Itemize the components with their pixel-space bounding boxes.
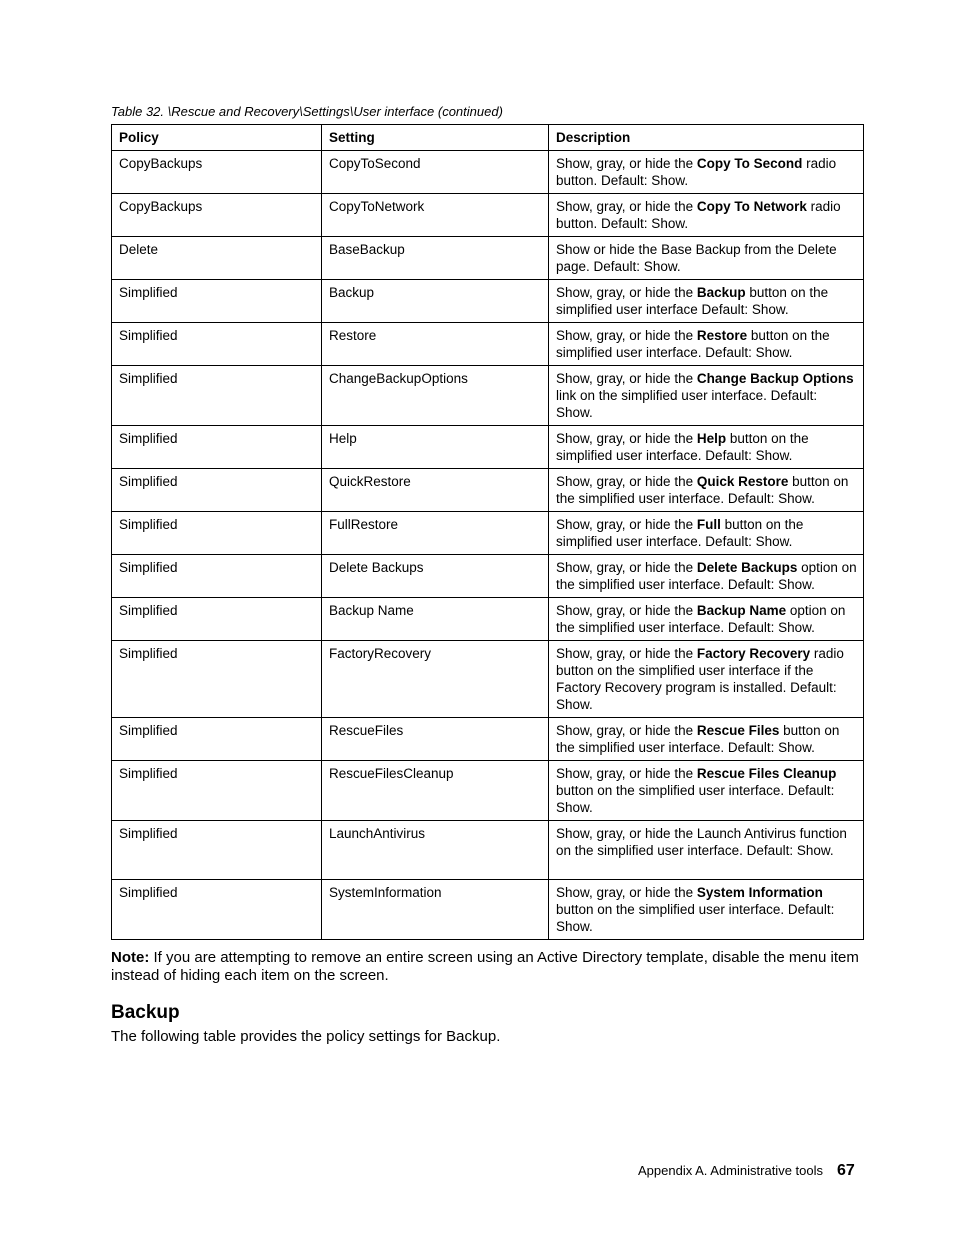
description-text: Show, gray, or hide the	[556, 603, 697, 618]
description-bold: Delete Backups	[696, 560, 798, 575]
description-text: Show, gray, or hide the	[556, 156, 697, 171]
description-text: Show, gray, or hide the	[556, 328, 697, 343]
header-setting: Setting	[322, 125, 549, 151]
description-bold: Full	[696, 517, 721, 532]
policy-cell: Simplified	[112, 598, 322, 641]
policy-cell: Simplified	[112, 555, 322, 598]
description-bold: System Information	[696, 885, 823, 900]
setting-cell: Backup Name	[322, 598, 549, 641]
description-text: Show, gray, or hide the Launch Antivirus function on the simplified user interface. Default: Show.	[556, 826, 847, 858]
policy-cell: CopyBackups	[112, 151, 322, 194]
footer-text: Appendix A. Administrative tools	[638, 1163, 823, 1178]
setting-cell: Restore	[322, 323, 549, 366]
setting-cell: BaseBackup	[322, 237, 549, 280]
description-text: Show, gray, or hide the	[556, 723, 697, 738]
table-caption: Table 32. \Rescue and Recovery\Settings\User interface (continued)	[111, 104, 503, 119]
table-row	[112, 598, 864, 641]
description-cell	[549, 512, 864, 555]
table-row	[112, 237, 864, 280]
section-heading: Backup	[111, 1002, 180, 1023]
table-row	[112, 555, 864, 598]
description-text: Show, gray, or hide the	[556, 199, 697, 214]
description-cell	[549, 426, 864, 469]
description-text: Show, gray, or hide the	[556, 517, 697, 532]
policy-cell: Simplified	[112, 366, 322, 426]
setting-cell: SystemInformation	[322, 880, 549, 940]
description-text: Show, gray, or hide the	[556, 560, 697, 575]
table-row	[112, 761, 864, 821]
setting-cell: QuickRestore	[322, 469, 549, 512]
description-text: link on the simplified user interface. Default: Show.	[556, 388, 818, 420]
description-text: radio button. Default: Show.	[556, 199, 841, 231]
table-row	[112, 426, 864, 469]
policy-cell: Simplified	[112, 512, 322, 555]
description-cell	[549, 237, 864, 280]
description-text: option on the simplified user interface. Default: Show.	[556, 560, 857, 592]
description-text: button on the simplified user interface. Default: Show.	[556, 328, 830, 360]
policy-cell: Simplified	[112, 761, 322, 821]
table-row	[112, 280, 864, 323]
setting-cell: FullRestore	[322, 512, 549, 555]
description-cell	[549, 555, 864, 598]
description-text: Show, gray, or hide the	[556, 885, 697, 900]
table-row	[112, 323, 864, 366]
description-cell	[549, 821, 864, 880]
description-text: Show, gray, or hide the	[556, 766, 697, 781]
description-bold: Change Backup Options	[696, 371, 854, 386]
description-text: Show, gray, or hide the	[556, 285, 697, 300]
setting-cell: CopyToNetwork	[322, 194, 549, 237]
table-row	[112, 151, 864, 194]
setting-cell: RescueFilesCleanup	[322, 761, 549, 821]
description-text: Show, gray, or hide the	[556, 431, 697, 446]
header-policy: Policy	[112, 125, 322, 151]
table-row	[112, 512, 864, 555]
table-row	[112, 194, 864, 237]
setting-cell: RescueFiles	[322, 718, 549, 761]
policy-cell: Simplified	[112, 280, 322, 323]
page-number: 67	[837, 1162, 855, 1179]
description-text: button on the simplified user interface. Default: Show.	[556, 517, 804, 549]
table-row	[112, 821, 864, 880]
description-text: option on the simplified user interface. Default: Show.	[556, 603, 846, 635]
table-header-row	[112, 125, 864, 151]
setting-cell: Backup	[322, 280, 549, 323]
setting-cell: Delete Backups	[322, 555, 549, 598]
description-bold: Factory Recovery	[696, 646, 811, 661]
description-bold: Help	[696, 431, 727, 446]
description-cell	[549, 194, 864, 237]
setting-cell: Help	[322, 426, 549, 469]
setting-cell: FactoryRecovery	[322, 641, 549, 718]
description-text: radio button. Default: Show.	[556, 156, 837, 188]
description-cell	[549, 151, 864, 194]
policy-cell: CopyBackups	[112, 194, 322, 237]
table-row	[112, 718, 864, 761]
description-cell	[549, 323, 864, 366]
description-text: button on the simplified user interface. Default: Show.	[556, 783, 835, 815]
policy-cell: Simplified	[112, 469, 322, 512]
setting-cell: CopyToSecond	[322, 151, 549, 194]
description-text: button on the simplified user interface. Default: Show.	[556, 902, 835, 934]
description-bold: Copy To Network	[696, 199, 807, 214]
description-cell	[549, 469, 864, 512]
description-text: Show, gray, or hide the	[556, 474, 697, 489]
description-text: button on the simplified user interface. Default: Show.	[556, 431, 809, 463]
page-footer	[638, 1162, 862, 1180]
description-text: Show, gray, or hide the	[556, 371, 697, 386]
description-cell	[549, 641, 864, 718]
description-bold: Restore	[696, 328, 748, 343]
description-text: button on the simplified user interface. Default: Show.	[556, 474, 849, 506]
description-text: button on the simplified user interface. Default: Show.	[556, 723, 840, 755]
description-text: button on the simplified user interface Default: Show.	[556, 285, 829, 317]
policy-cell: Simplified	[112, 426, 322, 469]
description-cell	[549, 718, 864, 761]
description-cell	[549, 280, 864, 323]
note-text: If you are attempting to remove an entire screen using an Active Directory template, disable the menu item instead of hiding each item on the screen.	[111, 949, 859, 984]
description-bold: Backup	[696, 285, 746, 300]
description-text: Show, gray, or hide the	[556, 646, 697, 661]
description-text: Show or hide the Base Backup from the Delete page. Default: Show.	[556, 242, 837, 274]
policy-cell: Delete	[112, 237, 322, 280]
description-cell	[549, 366, 864, 426]
section-intro: The following table provides the policy settings for Backup.	[111, 1028, 501, 1045]
table-row	[112, 366, 864, 426]
policy-table	[111, 124, 864, 940]
setting-cell: ChangeBackupOptions	[322, 366, 549, 426]
description-cell	[549, 598, 864, 641]
header-description: Description	[549, 125, 864, 151]
description-bold: Copy To Second	[696, 156, 803, 171]
table-row	[112, 880, 864, 940]
note-paragraph	[111, 949, 861, 985]
note-label: Note:	[111, 949, 150, 966]
description-bold: Rescue Files	[696, 723, 780, 738]
table-row	[112, 641, 864, 718]
description-bold: Quick Restore	[696, 474, 789, 489]
policy-cell: Simplified	[112, 821, 322, 880]
policy-cell: Simplified	[112, 641, 322, 718]
description-text: radio button on the simplified user interface if the Factory Recovery program is installed. Default: Show.	[556, 646, 844, 712]
policy-cell: Simplified	[112, 718, 322, 761]
description-bold: Rescue Files Cleanup	[696, 766, 837, 781]
policy-cell: Simplified	[112, 880, 322, 940]
description-cell	[549, 880, 864, 940]
description-bold: Backup Name	[696, 603, 787, 618]
description-cell	[549, 761, 864, 821]
table-row	[112, 469, 864, 512]
setting-cell: LaunchAntivirus	[322, 821, 549, 880]
policy-cell: Simplified	[112, 323, 322, 366]
